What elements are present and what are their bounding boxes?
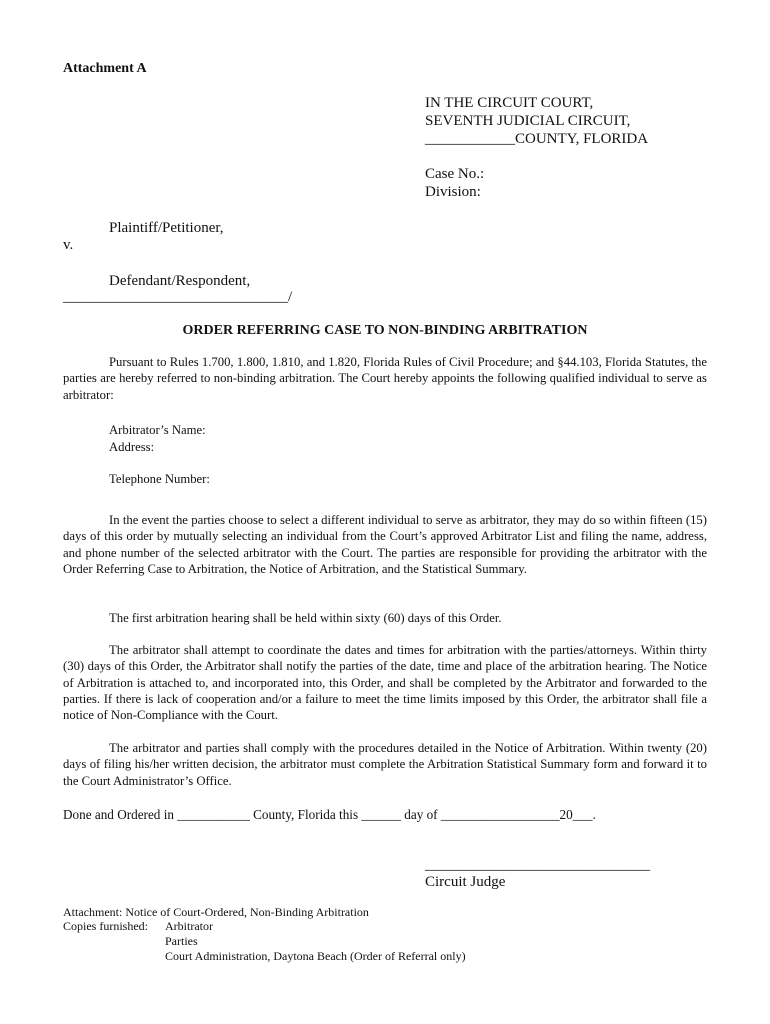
paragraph-first-hearing: The first arbitration hearing shall be held within sixty (60) days of this Order. xyxy=(109,611,502,625)
case-number-label: Case No.: xyxy=(425,166,485,182)
defendant-label: Defendant/Respondent, xyxy=(109,273,251,289)
plaintiff-label: Plaintiff/Petitioner, xyxy=(109,220,224,236)
versus-label: v. xyxy=(63,237,74,253)
attachment-note: Attachment: Notice of Court-Ordered, Non-Binding Arbitration xyxy=(63,905,369,919)
recipient-arbitrator: Arbitrator xyxy=(165,919,213,933)
court-line-3: ____________COUNTY, FLORIDA xyxy=(425,131,649,147)
court-line-1: IN THE CIRCUIT COURT, xyxy=(425,95,594,111)
recipient-court-administration: Court Administration, Daytona Beach (Order of Referral only) xyxy=(165,949,466,963)
paragraph-coordination: The arbitrator shall attempt to coordinate the dates and times for arbitration with the parties/attorneys. Within thirty (30) days of this Order, the Arbitrator shall notify the parties of the date, time and place of the arbitration hearing. The Notice of Arbitration is attached to, and incorporated into, this Order, and shall be completed by the Arbitrator and forwarded to the parties. If there is lack of cooperation and/or a failure to meet the time limits imposed by this Order, the arbitrator shall file a notice of Non-Compliance with the Court. xyxy=(63,643,707,723)
signature-title: Circuit Judge xyxy=(425,874,506,890)
copies-furnished-label: Copies furnished: xyxy=(63,919,148,933)
recipient-parties: Parties xyxy=(165,934,198,948)
intro-paragraph: Pursuant to Rules 1.700, 1.800, 1.810, and 1.820, Florida Rules of Civil Procedure; and §44.103, Florida Statutes, the parties are hereby referred to non-binding arbitration. The Court hereby appoints the following qualified individual to serve as arbitrator: xyxy=(63,355,707,402)
paragraph-compliance: The arbitrator and parties shall comply with the procedures detailed in the Notice of Arbitration. Within twenty (20) days of filing his/her written decision, the arbitrator must complete the Arbitration Statistical Summary form and forward it to the Court Administrator’s Office. xyxy=(63,741,707,788)
caption-closing-line: ______________________________/ xyxy=(63,289,293,305)
arbitrator-telephone-label: Telephone Number: xyxy=(109,472,210,486)
signature-line: ______________________________ xyxy=(425,857,650,873)
page-title: ORDER REFERRING CASE TO NON-BINDING ARBITRATION xyxy=(182,323,588,338)
arbitrator-address-label: Address: xyxy=(109,440,155,454)
paragraph-selection: In the event the parties choose to select a different individual to serve as arbitrator, they may do so within fifteen (15) days of this order by mutually selecting an individual from the Court’s approved Arbitrator List and filing the name, address, and phone number of the selected arbitrator with the Court. The parties are responsible for providing the arbitrator with the Order Referring Case to Arbitration, the Notice of Arbitration, and the Statistical Summary. xyxy=(63,513,707,576)
court-line-2: SEVENTH JUDICIAL CIRCUIT, xyxy=(425,113,631,129)
attachment-label: Attachment A xyxy=(63,61,147,76)
done-ordered-line: Done and Ordered in ___________ County, Florida this ______ day of __________________20___. xyxy=(63,807,596,822)
division-label: Division: xyxy=(425,184,481,200)
arbitrator-name-label: Arbitrator’s Name: xyxy=(109,423,206,437)
